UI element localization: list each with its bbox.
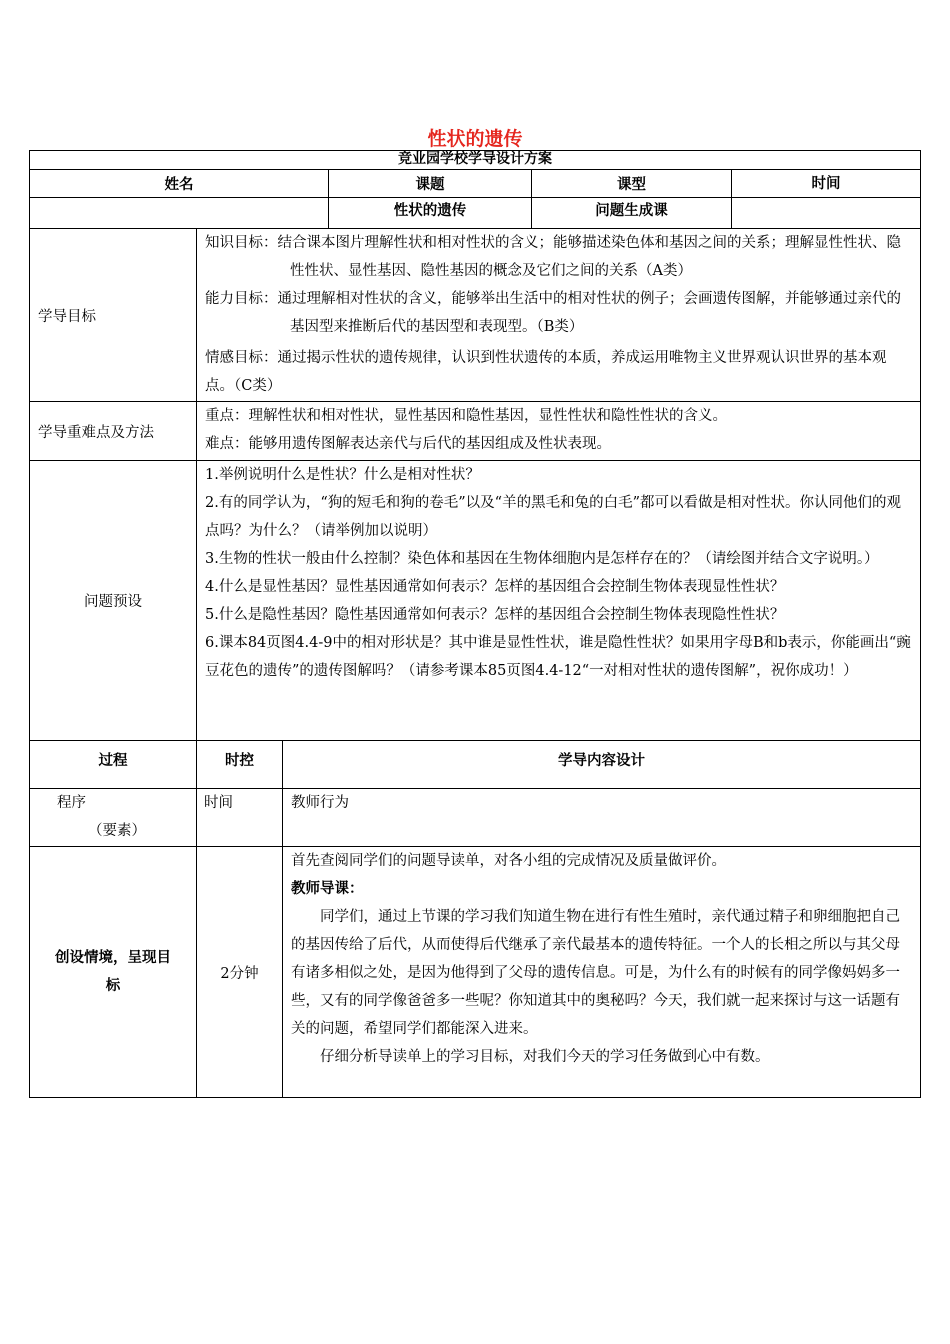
teacher-guide-label: 教师导课： — [291, 881, 364, 897]
difficulty-point: 难点：能够用遗传图解表达亲代与后代的基因组成及性状表现。 — [205, 436, 611, 452]
procedure-cell — [30, 789, 197, 847]
process-label: 过程 — [30, 741, 197, 789]
time-value — [732, 198, 921, 229]
time-sub-label: 时间 — [197, 789, 283, 847]
stage-time: 2分钟 — [197, 847, 283, 1098]
header-value-row — [30, 198, 921, 229]
topic-label: 课题 — [329, 170, 532, 198]
process-header-row — [30, 741, 921, 789]
name-label: 姓名 — [30, 170, 329, 198]
document-title: 性状的遗传 — [427, 128, 523, 150]
question-item-3: 3.生物的性状一般由什么控制？染色体和基因在生物体细胞内是怎样存在的？（请绘图并结合文字说明。） — [205, 551, 879, 567]
question-item-6: 6.课本84页图4.4-9中的相对形状是？其中谁是显性性状，谁是隐性性状？如果用字母B和b表示，你能画出“豌豆花色的遗传”的遗传图解吗？（请参考课本85页图4.4-12“一对相对性状的遗传图解”，祝你成功！） — [205, 635, 911, 679]
topic-value: 性状的遗传 — [329, 198, 532, 229]
questions-row — [30, 461, 921, 741]
goals-content — [197, 229, 921, 402]
stage-label: 创设情境，呈现目标 — [30, 847, 197, 1098]
school-plan-title: 竞业园学校学导设计方案 — [30, 151, 921, 170]
stage-content — [283, 847, 921, 1098]
sub-header-row — [30, 789, 921, 847]
teacher-guide-para-1: 同学们，通过上节课的学习我们知道生物在进行有性生殖时，亲代通过精子和卵细胞把自己的基因传给了后代，从而使得后代继承了亲代最基本的遗传特征。一个人的长相之所以与其父母有诸多相似之处，是因为他得到了父母的遗传信息。可是，为什么有的时候有的同学像妈妈多一些，又有的同学像爸爸多一些呢？你知道其中的奥秘吗？今天，我们就一起来探讨与这一话题有关的问题，希望同学们都能深入进来。 — [291, 909, 900, 1037]
stage-intro: 首先查阅同学们的问题导读单，对各小组的完成情况及质量做评价。 — [291, 853, 726, 869]
question-item-4: 4.什么是显性基因？显性基因通常如何表示？怎样的基因组合会控制生物体表现显性性状？ — [205, 579, 785, 595]
time-label: 时间 — [732, 170, 921, 198]
name-value — [30, 198, 329, 229]
focus-point: 重点：理解性状和相对性状，显性基因和隐性基因，显性性状和隐性性状的含义。 — [205, 408, 727, 424]
teacher-guide-para-2: 仔细分析导读单上的学习目标，对我们今天的学习任务做到心中有数。 — [320, 1049, 770, 1065]
content-design-label: 学导内容设计 — [283, 741, 921, 789]
key-points-row — [30, 402, 921, 461]
header-label-row — [30, 170, 921, 198]
knowledge-goal: 知识目标：结合课本图片理解性状和相对性状的含义；能够描述染色体和基因之间的关系；理解显性性状、隐性性状、显性基因、隐性基因的概念及它们之间的关系（A类） — [205, 235, 901, 279]
question-item-1: 1.举例说明什么是性状？什么是相对性状？ — [205, 467, 480, 483]
lesson-plan-table — [29, 150, 921, 1098]
goals-label: 学导目标 — [30, 229, 197, 402]
questions-label: 问题预设 — [30, 461, 197, 741]
time-control-label: 时控 — [197, 741, 283, 789]
emotion-goal: 情感目标：通过揭示性状的遗传规律，认识到性状遗传的本质，养成运用唯物主义世界观认识世界的基本观点。（C类） — [205, 350, 887, 394]
school-plan-row — [30, 151, 921, 170]
key-points-content — [197, 402, 921, 461]
elements-label: （要素） — [88, 823, 146, 839]
ability-goal: 能力目标：通过理解相对性状的含义，能够举出生活中的相对性状的例子；会画遗传图解，并能够通过亲代的基因型来推断后代的基因型和表现型。（B类） — [205, 291, 901, 335]
procedure-label: 程序 — [57, 795, 86, 811]
questions-content — [197, 461, 921, 741]
goals-row — [30, 229, 921, 402]
teacher-action-label: 教师行为 — [283, 789, 921, 847]
key-points-label: 学导重难点及方法 — [30, 402, 197, 461]
lesson-type-label: 课型 — [532, 170, 732, 198]
stage-row — [30, 847, 921, 1098]
lesson-type-value: 问题生成课 — [532, 198, 732, 229]
question-item-5: 5.什么是隐性基因？隐性基因通常如何表示？怎样的基因组合会控制生物体表现隐性性状？ — [205, 607, 785, 623]
question-item-2: 2.有的同学认为，“狗的短毛和狗的卷毛”以及“羊的黑毛和兔的白毛”都可以看做是相对性状。你认同他们的观点吗？为什么？（请举例加以说明） — [205, 495, 901, 539]
